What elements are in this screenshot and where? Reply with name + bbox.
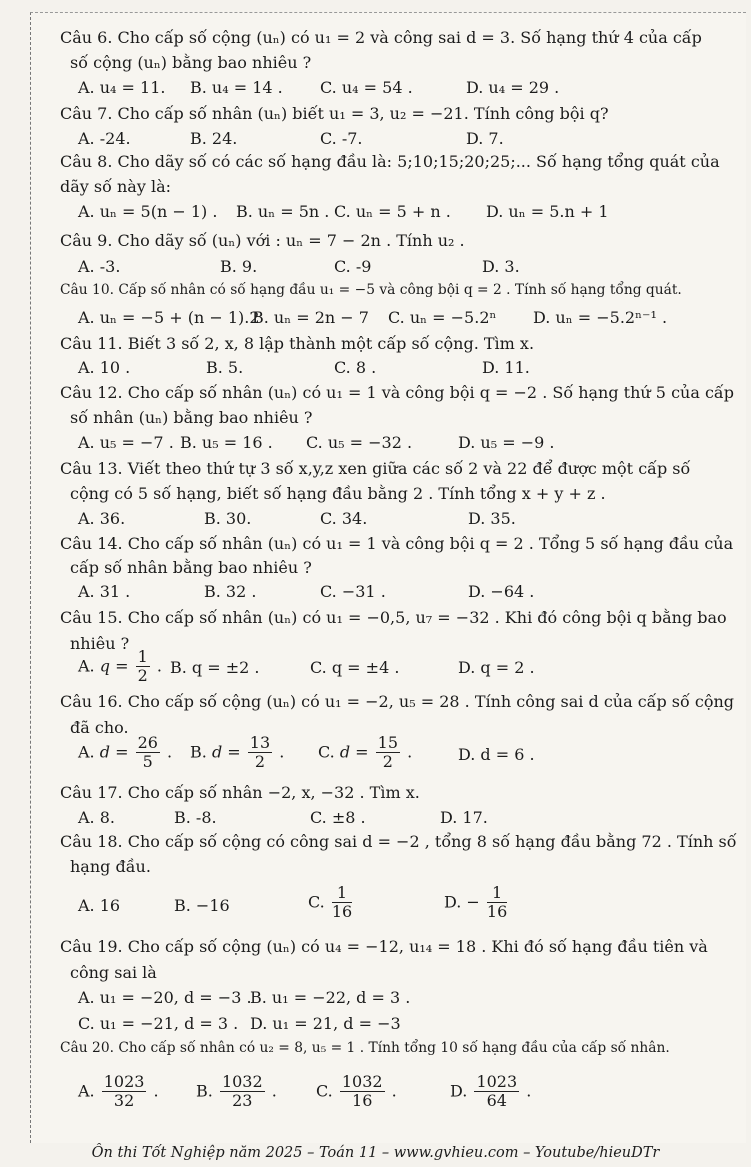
q6-stem-line1: Câu 6. Cho cấp số cộng (uₙ) có u₁ = 2 và công sai d = 3. Số hạng thứ 4 của cấp [60, 28, 702, 47]
q8-stem-line2: dãy số này là: [60, 177, 172, 196]
q20-option-d[interactable]: D. $\frac{1023}{64}$ . [450, 1072, 532, 1111]
q13-option-c[interactable]: C. 34. [320, 509, 368, 528]
q16-stem-line2: đã cho. [70, 718, 129, 737]
q10-option-d[interactable]: D. uₙ = −5.2ⁿ⁻¹ . [533, 308, 668, 327]
q15-option-c[interactable]: C. q = ±4 . [310, 658, 400, 677]
q18-stem-line2: hạng đầu. [70, 857, 151, 876]
q20-option-b[interactable]: B. $\frac{1032}{23}$ . [196, 1072, 277, 1111]
q7-stem-line1: Câu 7. Cho cấp số nhân (uₙ) biết u₁ = 3, u₂ = −21. Tính công bội q? [60, 104, 609, 123]
q17-stem-line1: Câu 17. Cho cấp số nhân −2, x, −32 . Tìm x. [60, 783, 420, 802]
q19-option-d[interactable]: D. u₁ = 21, d = −3 [250, 1014, 401, 1033]
q13-option-a[interactable]: A. 36. [78, 509, 126, 528]
q13-stem-line2: cộng có 5 số hạng, biết số hạng đầu bằng 2 . Tính tổng x + y + z . [70, 484, 606, 503]
q20-option-c[interactable]: C. $\frac{1032}{16}$ . [316, 1072, 397, 1111]
q7-option-c[interactable]: C. -7. [320, 129, 363, 148]
q16-option-c[interactable]: C. d = $\frac{15}{2}$ . [318, 733, 413, 772]
q19-stem-line1: Câu 19. Cho cấp số cộng (uₙ) có u₄ = −12, u₁₄ = 18 . Khi đó số hạng đầu tiên và [60, 937, 708, 956]
q17-option-d[interactable]: D. 17. [440, 808, 488, 827]
q7-option-b[interactable]: B. 24. [190, 129, 238, 148]
q9-option-c[interactable]: C. -9 [334, 257, 372, 276]
q15-stem-line1: Câu 15. Cho cấp số nhân (uₙ) có u₁ = −0,5, u₇ = −32 . Khi đó công bội q bằng bao [60, 608, 727, 627]
q11-option-c[interactable]: C. 8 . [334, 358, 377, 377]
q7-option-a[interactable]: A. -24. [78, 129, 131, 148]
q14-option-a[interactable]: A. 31 . [78, 582, 131, 601]
q17-option-c[interactable]: C. ±8 . [310, 808, 366, 827]
q18-stem-line1: Câu 18. Cho cấp số cộng có công sai d = −2 , tổng 8 số hạng đầu bằng 72 . Tính số [60, 832, 737, 851]
q16-option-a[interactable]: A. d = $\frac{26}{5}$ . [78, 733, 173, 772]
q12-option-a[interactable]: A. u₅ = −7 . [78, 433, 174, 452]
q15-option-a[interactable]: A. q = $\frac{1}{2}$ . [78, 647, 162, 686]
q15-option-b[interactable]: B. q = ±2 . [170, 658, 260, 677]
q15-option-d[interactable]: D. q = 2 . [458, 658, 535, 677]
q18-option-b[interactable]: B. −16 [174, 896, 230, 915]
q10-option-a[interactable]: A. uₙ = −5 + (n − 1).2 [78, 308, 260, 327]
q15-fraction: $\frac{1}{2}$ [137, 647, 148, 686]
q19-option-a[interactable]: A. u₁ = −20, d = −3 . [78, 988, 252, 1007]
q16-stem-line1: Câu 16. Cho cấp số cộng (uₙ) có u₁ = −2, u₅ = 28 . Tính công sai d của cấp số cộng [60, 692, 735, 711]
q18-option-c[interactable]: C. $\frac{1}{16}$ [308, 883, 353, 922]
q13-stem-line1: Câu 13. Viết theo thứ tự 3 số x,y,z xen giữa các số 2 và 22 để được một cấp số [60, 459, 691, 478]
q6-stem-line2: số cộng (uₙ) bằng bao nhiêu ? [70, 53, 312, 72]
q12-option-c[interactable]: C. u₅ = −32 . [306, 433, 413, 452]
q19-option-b[interactable]: B. u₁ = −22, d = 3 . [250, 988, 411, 1007]
q12-stem-line2: số nhân (uₙ) bằng bao nhiêu ? [70, 408, 313, 427]
q10-stem-line1: Câu 10. Cấp số nhân có số hạng đầu u₁ = −5 và công bội q = 2 . Tính số hạng tổng quát. [60, 282, 682, 298]
q9-option-d[interactable]: D. 3. [482, 257, 520, 276]
q8-option-a[interactable]: A. uₙ = 5(n − 1) . [78, 202, 218, 221]
q10-option-b[interactable]: B. uₙ = 2n − 7 [252, 308, 369, 327]
q17-option-b[interactable]: B. -8. [174, 808, 217, 827]
q12-option-d[interactable]: D. u₅ = −9 . [458, 433, 555, 452]
q19-option-c[interactable]: C. u₁ = −21, d = 3 . [78, 1014, 239, 1033]
q16-option-d[interactable]: D. d = 6 . [458, 745, 535, 764]
q6-option-d[interactable]: D. u₄ = 29 . [466, 78, 560, 97]
q20-stem-line1: Câu 20. Cho cấp số nhân có u₂ = 8, u₅ = 1 . Tính tổng 10 số hạng đầu của cấp số nhân. [60, 1040, 670, 1056]
q12-stem-line1: Câu 12. Cho cấp số nhân (uₙ) có u₁ = 1 và công bội q = −2 . Số hạng thứ 5 của cấp [60, 383, 734, 402]
q8-option-d[interactable]: D. uₙ = 5.n + 1 [486, 202, 609, 221]
page-footer: Ôn thi Tốt Nghiệp năm 2025 – Toán 11 – www.gvhieu.com – Youtube/hieuDTr [91, 1145, 660, 1161]
q11-stem-line1: Câu 11. Biết 3 số 2, x, 8 lập thành một cấp số cộng. Tìm x. [60, 334, 535, 353]
q18-option-a[interactable]: A. 16 [78, 896, 121, 915]
q8-option-c[interactable]: C. uₙ = 5 + n . [334, 202, 451, 221]
q9-option-a[interactable]: A. -3. [78, 257, 121, 276]
q12-option-b[interactable]: B. u₅ = 16 . [180, 433, 273, 452]
q15-stem-line2: nhiêu ? [70, 634, 130, 653]
q11-option-d[interactable]: D. 11. [482, 358, 530, 377]
q9-stem-line1: Câu 9. Cho dãy số (uₙ) với : uₙ = 7 − 2n . Tính u₂ . [60, 231, 465, 250]
q6-option-a[interactable]: A. u₄ = 11. [78, 78, 166, 97]
q17-option-a[interactable]: A. 8. [78, 808, 115, 827]
q14-option-c[interactable]: C. −31 . [320, 582, 386, 601]
q11-option-b[interactable]: B. 5. [206, 358, 244, 377]
q20-option-a[interactable]: A. $\frac{1023}{32}$ . [78, 1072, 159, 1111]
q8-stem-line1: Câu 8. Cho dãy số có các số hạng đầu là: 5;10;15;20;25;... Số hạng tổng quát của [60, 152, 720, 171]
q11-option-a[interactable]: A. 10 . [78, 358, 131, 377]
q8-option-b[interactable]: B. uₙ = 5n . [236, 202, 330, 221]
q14-stem-line2: cấp số nhân bằng bao nhiêu ? [70, 558, 312, 577]
q18-option-d[interactable]: D. − $\frac{1}{16}$ [444, 883, 508, 922]
q6-option-c[interactable]: C. u₄ = 54 . [320, 78, 413, 97]
q6-option-b[interactable]: B. u₄ = 14 . [190, 78, 283, 97]
q13-option-d[interactable]: D. 35. [468, 509, 516, 528]
q9-option-b[interactable]: B. 9. [220, 257, 258, 276]
q13-option-b[interactable]: B. 30. [204, 509, 252, 528]
q10-option-c[interactable]: C. uₙ = −5.2ⁿ [388, 308, 497, 327]
q14-stem-line1: Câu 14. Cho cấp số nhân (uₙ) có u₁ = 1 và công bội q = 2 . Tổng 5 số hạng đầu của [60, 534, 734, 553]
q7-option-d[interactable]: D. 7. [466, 129, 504, 148]
q19-stem-line2: công sai là [70, 963, 157, 982]
q14-option-b[interactable]: B. 32 . [204, 582, 257, 601]
q14-option-d[interactable]: D. −64 . [468, 582, 535, 601]
q16-option-b[interactable]: B. d = $\frac{13}{2}$ . [190, 733, 285, 772]
